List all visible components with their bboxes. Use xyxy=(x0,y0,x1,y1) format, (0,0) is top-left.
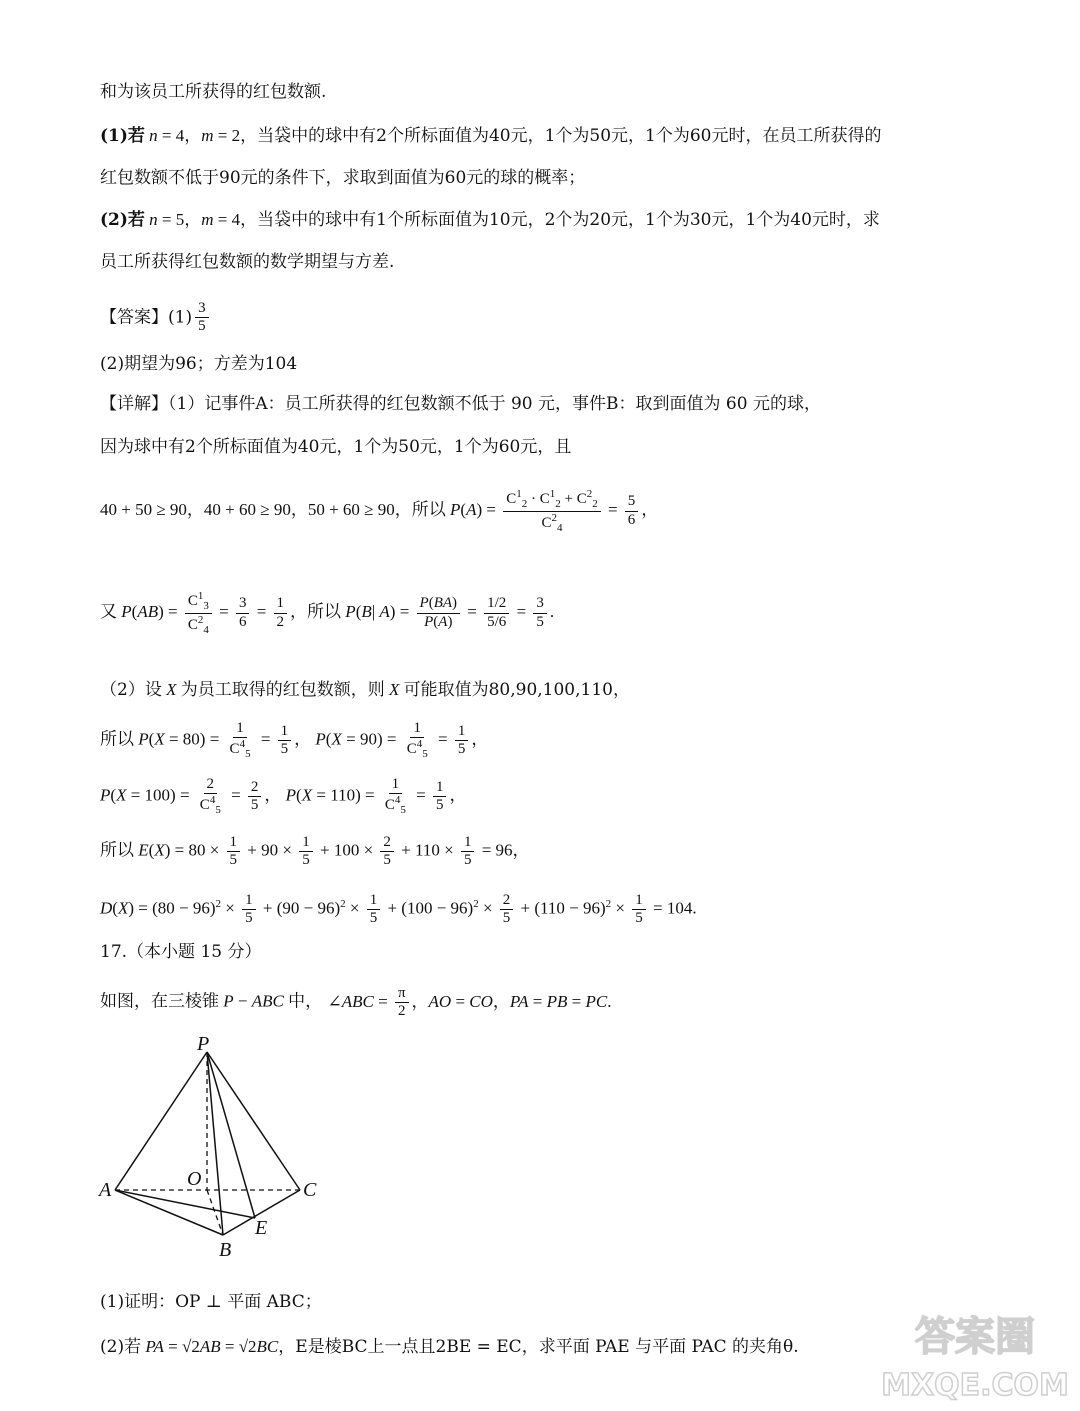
label-o: O xyxy=(187,1168,202,1190)
label-a: A xyxy=(99,1179,112,1201)
subquestion-2: (2)若 PA = √2AB = √2BC，E是棱BC上一点且2BE = EC，求平面 PAE 与平面 PAC 的夹角θ. xyxy=(100,1337,799,1357)
label-c: C xyxy=(303,1179,317,1201)
question-2-cont: 员工所获得红包数额的数学期望与方差. xyxy=(100,252,395,272)
label-p: P xyxy=(197,1033,210,1055)
formula-dx: $D(X) = (80 - 96)^2$ × $\frac{1}{5}$ + $(90 - 96)^2$ × $\frac{1}{5}$ + $(100 - 96)^2$ × $\frac{2}{5}$ + $(110 - 96)^2$ × $\frac{1}{5}$ = 104. xyxy=(100,892,697,927)
part-2-intro: （2）设 X 为员工取得的红包数额，则 X 可能取值为80,90,100,110， xyxy=(100,680,630,700)
question-1-cont: 红包数额不低于90元的条件下，求取到面值为60元的球的概率； xyxy=(100,168,586,188)
svg-text:答案圈: 答案圈 xyxy=(915,1314,1035,1360)
question-17-title: 17.（本小题 15 分） xyxy=(100,942,262,962)
detail-1: 【详解】（1）记事件A：员工所获得的红包数额不低于 90 元，事件B：取到面值为 60 元的球， xyxy=(100,394,821,414)
answer-2: (2)期望为96；方差为104 xyxy=(100,354,298,374)
question-1: (1)若 n = 4，m = 2，当袋中的球中有2个所标面值为40元，1个为50元，1个为60元时，在员工所获得的 xyxy=(100,126,882,146)
formula-pab: 又 P(AB) = $\frac{C^1_3}{C^2_4}$ = $\frac{3}{6}$ = $\frac{1}{2}$ ，所以 P(B| A) = $\frac{P(BA)}{P(A)}$ = $\frac{1/2}{5/6}$ = $\frac{3}{5}$ . xyxy=(100,590,555,636)
label-e: E xyxy=(255,1217,268,1239)
question-17-stem: 如图，在三棱锥 P − ABC 中， ∠ABC = $\frac{\pi}{2}$ ，AO = CO，PA = PB = PC. xyxy=(100,985,612,1020)
question-2: (2)若 n = 5，m = 4，当袋中的球中有1个所标面值为10元，2个为20元，1个为30元，1个为40元时，求 xyxy=(100,210,880,230)
formula-px2: P(X = 100) = $\frac{2}{C^4_5}$ = $\frac{2}{5}$ ， P(X = 110) = $\frac{1}{C^4_5}$ = $\frac{1}{5}$ ， xyxy=(100,776,467,817)
subquestion-1: (1)证明：OP ⊥ 平面 ABC； xyxy=(100,1292,322,1312)
formula-pa: 40 + 50 ≥ 90，40 + 60 ≥ 90，50 + 60 ≥ 90，所以 P(A) = $\frac{C^1_2 \cdot C^1_2 + C^2_2}{C^2_4}$ = $\frac{5}{6}$ ， xyxy=(100,488,659,534)
answer-1: 【答案】(1) $\frac{3}{5}$ xyxy=(100,300,212,336)
label-b: B xyxy=(219,1239,232,1261)
detail-2: 因为球中有2个所标面值为40元，1个为50元，1个为60元，且 xyxy=(100,437,572,457)
formula-ex: 所以 E(X) = 80 × $\frac{1}{5}$ + 90 × $\frac{1}{5}$ + 100 × $\frac{2}{5}$ + 110 × $\frac{1}{5}$ = 96， xyxy=(100,834,530,869)
tetrahedron-figure xyxy=(95,1030,335,1270)
svg-text:MXQE.COM: MXQE.COM xyxy=(881,1368,1069,1403)
watermark-logo xyxy=(880,1300,1070,1405)
formula-px1: 所以 P(X = 80) = $\frac{1}{C^4_5}$ = $\frac{1}{5}$ ， P(X = 90) = $\frac{1}{C^4_5}$ = $\frac{1}{5}$ ， xyxy=(100,720,489,761)
line-intro: 和为该员工所获得的红包数额. xyxy=(100,82,327,102)
